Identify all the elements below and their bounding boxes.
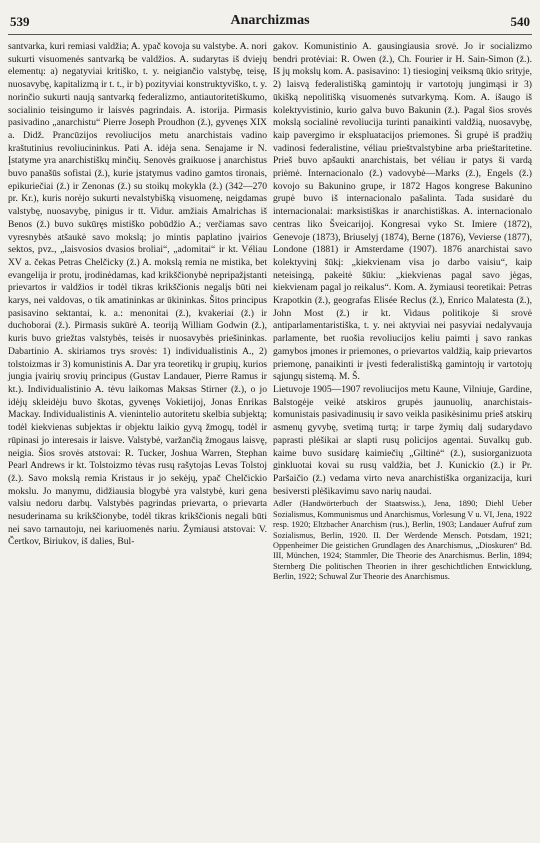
left-column (8, 41, 267, 583)
text-columns (8, 41, 532, 583)
left-column-text: santvarka, kuri remiasi valdžia; A. ypač kovoja su valstybe. A. nori sukurti visuomenės santvarką be valdžios. A. sudarytas iš dviejų elementų: a) negatyviai kritiško, t. y. neigiančio valstybę, teisę, nuosavybę, kapitalizmą ir t. t., ir b) pozityviai konstruktyviško, t. y. norinčio sukurti naują santvarką federalizmo, antiautoritetiškumo, socialinio teisingumo ir laisvės pagrindais. A. istorija. Pirmasis pasivadino „anarchistu“ Pierre Joseph Proudhon (ž.), gyvenęs XIX a. Didž. Prancūzijos revoliucijos metu anarchistais vadino kraštutinius revoliucininkus. Pati A. idėja sena. Senajame ir N. Įstatyme yra anarchistiškų minčių. Senovės graikuose į anarchistus buvo panašūs sofistai (ž.), kurie įstatymus vadino gamtos tironais, epikuriečiai (ž.) ir Zenonas (ž.) su stoikų mokykla (ž.) (342—270 pr. Kr.), kuris norėjo sukurti nevalstybišką visuomenę, neigdamas valstybę, nuosavybę, pinigus ir tt. Vidur. amžiais Amalrichas iš Benos (ž.) buvo sukūręs mistiško pobūdžio A.; verčiamas savo vyresnybės atšaukė savo mokslą; jo mintis paplatino įvairios sektos, pvz., „laisvosios dvasios broliai“, „adomitai“ ir kt. Véliau XV a. čekas Petras Chelčicky (ž.) A. mokslą remia ne mistika, bet evangelija ir protu, įrodinėdamas, kad krikščionybė nepripažįstanti prievartos ir valdžios ir todėl tikras krikščionis negalįs būti nei karys, nei valdovas, o tik amatininkas ar ūkininkas. Šitos principus pasisavino sektantai, k. a.: menonitai (ž.), kvakeriai (ž.) ir duchoborai (ž.). Pirmasis sukūrė A. teoriją William Godwin (ž.), kuris buvo griežtas valstybės, teisės ir nuosavybės priešininkas. Dabartinio A. skiriamos trys srovės: 1) individualistinis A., 2) tolstoizmas ir 3) komunistinis A. Dar yra teoretikų ir grupių, kurios jungia įvairių srovių principus (Gustav Landauer, Pierre Ramus ir kt.). Individualistinio A. tėvu laikomas Maksas Stirner (ž.), o jo idėjų skleidėju buvo škotas, gyvenęs Vokietijoj, Jonas Enrikas Mackay. Individualistinis A. vienintelio autoritetu skelbia subjektą; todėl kiekvienas subjektas ir objektu laikio gyvą žmogų, todėl ir rūpinasi jo interesais ir laisve. Valstybė, varžančią žmogaus laisvę, neigia. Šios srovės atstovai: R. Tucker, Joshua Warren, Stephan Pearl Andrews ir kt. Tolstoizmo tėvas rusų rašytojas Levas Tolstoj (ž.). Savo mokslą remia Kristaus ir jo sekėjų, ypač Chelčickio mokslu. Jo manymu, didžiausia blogybė yra valstybė, kuri gena valsiu nedoru darbų. Valstybės pagrindas prievarta, o prievarta nesuderinama su krikščionybe, todėl tikras krikščionis negali būti nei savo tarnautoju, nei kariuomenės nariu. Žymiausi atstovai: V. Čertkov, Biriukov, iš dalies, Bul- (8, 41, 267, 548)
right-page-number: 540 (510, 14, 530, 29)
right-column (273, 41, 532, 583)
references: Adler (Handwörterbuch der Staatswiss.), Jena, 1890; Diehl Ueber Sozialismus, Kommunismus und Anarchismus, Vorlesung V u. VI, Jena, 1922 resp. 1920; Eltzbacher Anarchism (rus.), Berlin, 1903; Landauer Aufruf zum Sozialismus, Berlin, 1920. II. Der Werdende Mensch. Potsdam, 1921; Oppenheimer Die geistichen Grundlagen des Anarchismus, „Dioskuren“ Bd. III, München, 1924; Stammler, Die Theorie des Anarchismus. Berlin, 1894; Sternberg Die politischen Theorien in ihrer geschichtlichen Entwicklung, Berlin, 1922; Schuwal Zur Theorie des Anarchismus. (273, 499, 532, 582)
page-header (8, 10, 532, 35)
right-column-text: gakov. Komunistinio A. gausingiausia srovė. Jo ir socializmo bendri protėviai: R. Owen (ž.), Ch. Fourier ir H. Sain-Simon (ž.). Iš jų mokslų kom. A. pasisavino: 1) tiesioginį veiksmą ūkio srityje, 2) laisvą federalistišką gamintojų ir vartotojų jungimąsi ir 3) ūkišką nepolitišką visuomenės sutvarkymą. Kom. A. išaugo iš kolektyvistinio, kurio galva buvo Bakunin (ž.). Pagal šios srovės mokslą socialinė revoliucija turinti panaikinti valdžią, nuosavybę, kaip pavergimo ir ekspluatacijos priemones. Ši grupė iš pradžių vadinosi federalistine, véliau prieštvalstybine arba prieštaritetine. Prieš buvo apšaukti anarchistais, bet véliau ir patys ši vardą priėmė. Internacionalo (ž.) vadovybė—Marks (ž.), Engels (ž.) kovojo su Bakunino grupe, ir 1872 Hagos kongrese Bakunino grupė buvo iš internacionalo pašalinta. Tada susidarė du internacionalai: marksistiškas ir anarchistiškas. A. internacionalo centras liko Šveicarijoj. Kongresai vyko St. Imiere (1872), Genevoje (1873), Briuselyj (1874), Berne (1876), Vevierse (1877), Londone (1881) ir Amsterdame (1907). 1876 anarchistai savo kolektyvinį šūkį: „kiekvienam visa jo darbo vaisiu“, kaip neteisingą, pakeitė šūkiu: „kiekvienas pagal savo jėgas, kiekvienam pagal jo reikalus“. Kom. A. žymiausi teoretikai: Petras Krapotkin (ž.), geografas Elisée Reclus (ž.), Enrico Malatesta (ž.), John Most (ž.) ir kt. Vidaus politikoje ši srovė antiparlamentaristiška, t. y. nei aktyviai nei pasyviai nedalyvauja parlamente, bet ruošia revoliucijos keliu paimti į savo rankas gamybos įmones ir priemones, o prievartos valdžią, kaip prievartos priemonę, panaikinti ir įvesti federalistišką gamintojų ir vartotojų sąjungų sistemą. M. Š. Lietuvoje 1905—1907 revoliucijos metu Kaune, Vilniuje, Gardine, Balstogėje veikė atskiros grupės jaunuolių, anarchistais-komunistais pasivadinusių ir savo veikla pasikėsinimu prieš atskirų asmenų gyvybę, svetimą turtą; ir tarpe žymių dalį sudarydavo paprasti plėšikai ar slapti rusų policijos agentai. Suvalkų gub. kaime buvo susidarę kaimiečių „Giltinė“ (ž.), susiorganizuota ginkluotai kovai su rusų valdžia, bet J. Kunickio (ž.) ir Pr. Paršaičio (ž.) vedama virto neva anarchistiška organizacija, kuri besiversti plėšikavimu savo narių naudai. (273, 41, 532, 497)
left-page-number: 539 (10, 14, 30, 29)
running-title: Anarchizmas (230, 13, 310, 28)
